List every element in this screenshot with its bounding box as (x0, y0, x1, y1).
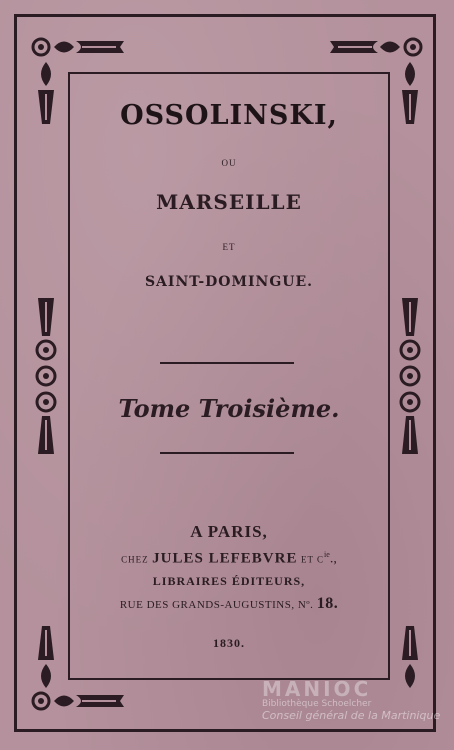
divider-lower (160, 452, 294, 454)
divider-upper (160, 362, 294, 364)
title-conjunction-et: ET (222, 242, 236, 252)
imprint-role: LIBRAIRES ÉDITEURS, (152, 574, 306, 588)
ornament-left-lower-icon (34, 624, 58, 690)
address-text: RUE DES GRANDS-AUGUSTINS, Nº. (119, 599, 314, 611)
ornament-right-upper-icon (398, 60, 422, 126)
ornament-bottom-left-icon (30, 690, 126, 712)
watermark-line2: Conseil général de la Martinique (262, 708, 441, 722)
ornament-right-middle-icon (396, 296, 424, 456)
publisher-prefix: CHEZ (121, 554, 149, 565)
ornament-left-upper-icon (34, 60, 58, 126)
imprint-city: A PARIS, (190, 522, 268, 541)
library-watermark (262, 678, 452, 722)
watermark-logo: MANIOC (262, 677, 372, 701)
subtitle-saint-domingue: SAINT-DOMINGUE. (144, 274, 314, 290)
imprint-publisher (64, 550, 394, 568)
publisher-trailing: ., (329, 551, 337, 567)
publisher-name: JULES LEFEBVRE (152, 550, 298, 567)
ornament-top-right-icon (328, 36, 424, 58)
book-title: OSSOLINSKI, (120, 100, 338, 131)
ornament-left-middle-icon (32, 296, 60, 456)
volume-label: Tome Troisième. (118, 394, 340, 423)
watermark-line1: Bibliothèque Schoelcher (262, 699, 372, 709)
imprint-address (64, 595, 394, 613)
subtitle-marseille: MARSEILLE (156, 190, 302, 214)
imprint-year: 1830. (213, 636, 245, 650)
publisher-suffix-superscript: ie (324, 550, 330, 559)
ornament-top-left-icon (30, 36, 126, 58)
title-conjunction-ou: OU (221, 158, 237, 168)
address-number: 18. (316, 595, 339, 612)
publisher-suffix: ET C (300, 554, 325, 565)
